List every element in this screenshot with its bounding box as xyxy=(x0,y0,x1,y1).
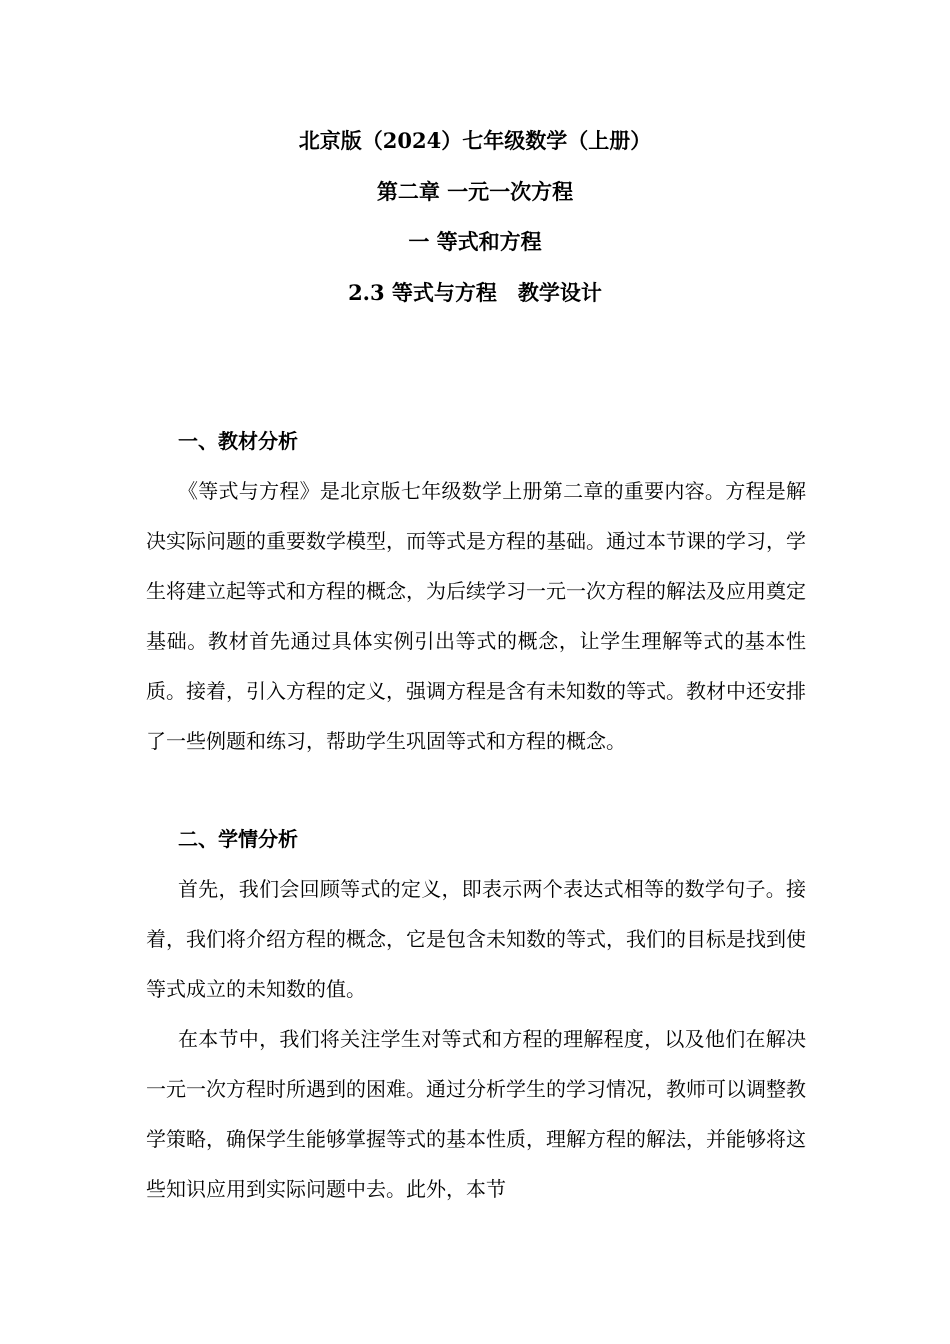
paragraph-student-analysis-1: 首先，我们会回顾等式的定义，即表示两个表达式相等的数学句子。接着，我们将介绍方程的概念，它是包含未知数的等式，我们的目标是找到使等式成立的未知数的值。 xyxy=(146,877,806,1001)
lesson-title: 2.3 等式与方程 教学设计 xyxy=(348,280,602,305)
paragraph-student-analysis-2: 在本节中，我们将关注学生对等式和方程的理解程度，以及他们在解决一元一次方程时所遇到的困难。通过分析学生的学习情况，教师可以调整教学策略，确保学生能够掌握等式的基本性质，理解方程的解法，并能够将这些知识应用到实际问题中去。此外，本节 xyxy=(146,1027,806,1201)
unit-title: 一 等式和方程 xyxy=(408,229,542,254)
section-heading-student-analysis: 二、学情分析 xyxy=(178,827,298,851)
section-heading-textbook-analysis: 一、教材分析 xyxy=(178,429,298,453)
paragraph-textbook-analysis: 《等式与方程》是北京版七年级数学上册第二章的重要内容。方程是解决实际问题的重要数学模型，而等式是方程的基础。通过本节课的学习，学生将建立起等式和方程的概念，为后续学习一元一次方程的解法及应用奠定基础。教材首先通过具体实例引出等式的概念，让学生理解等式的基本性质。接着，引入方程的定义，强调方程是含有未知数的等式。教材中还安排了一些例题和练习，帮助学生巩固等式和方程的概念。 xyxy=(146,479,806,753)
book-title: 北京版（2024）七年级数学（上册） xyxy=(298,128,652,153)
chapter-title: 第二章 一元一次方程 xyxy=(376,179,574,204)
